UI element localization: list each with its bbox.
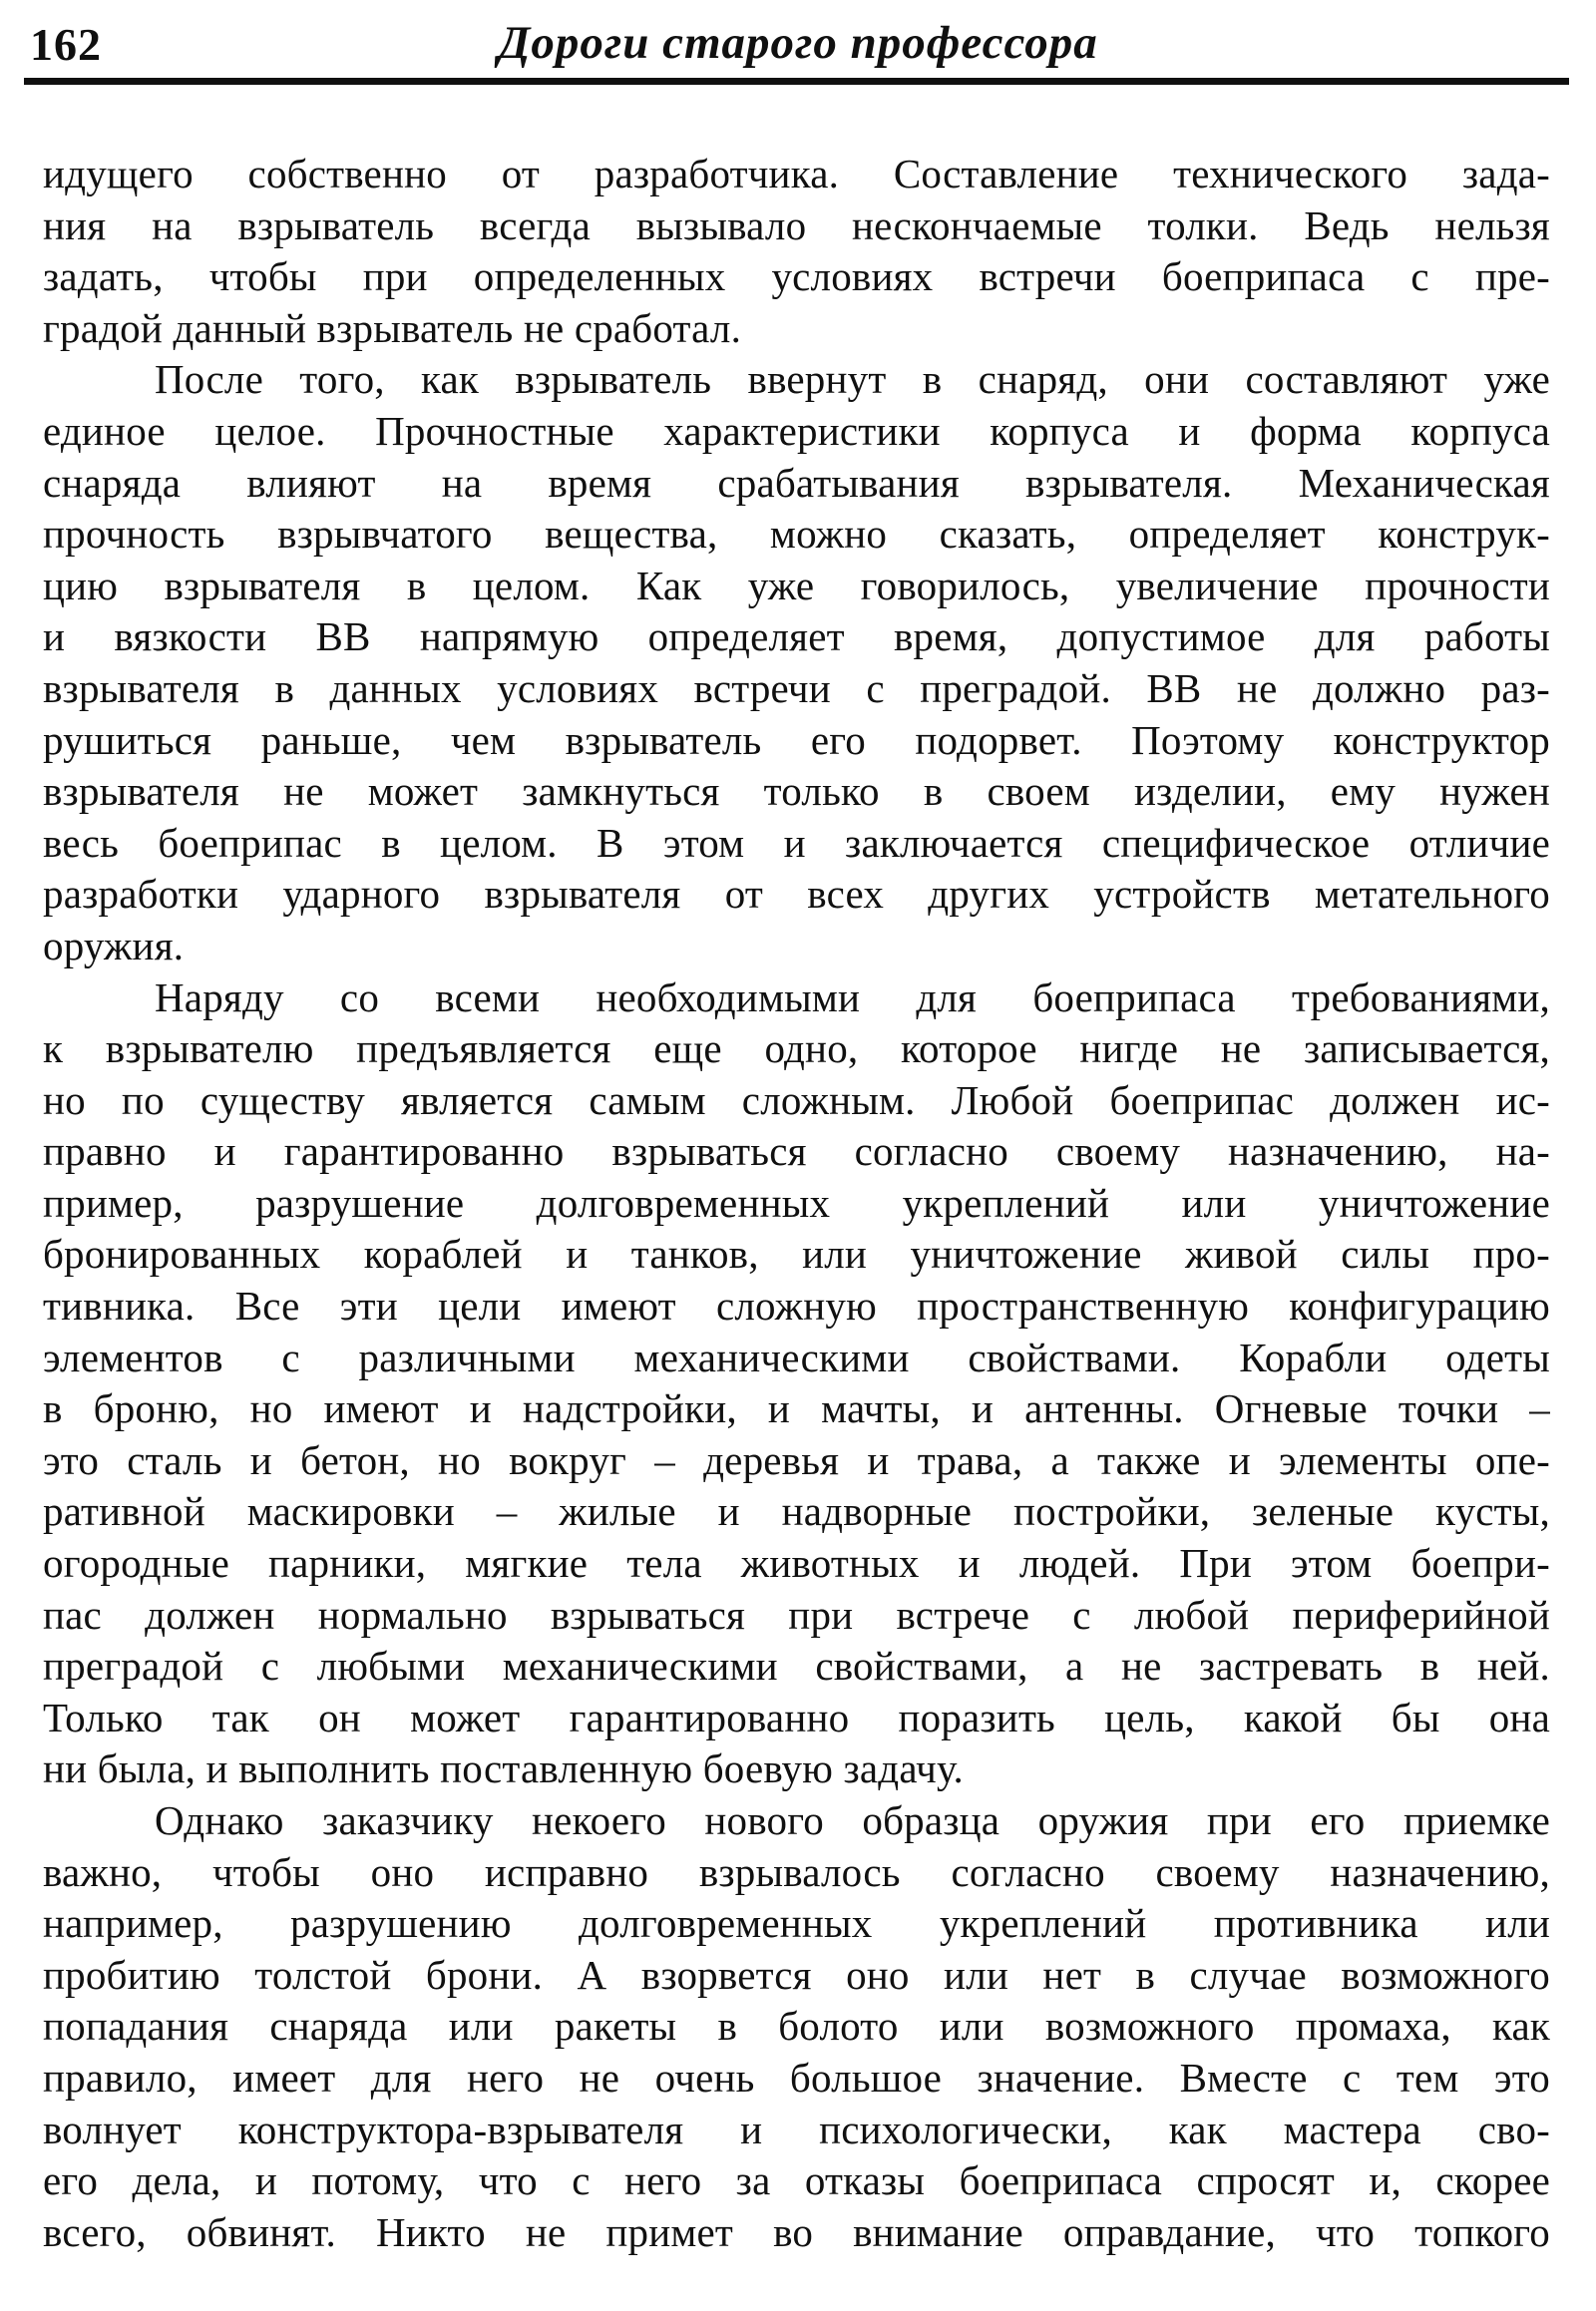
text-line: важно, чтобы оно исправно взрывалось согласно своему назначению, — [43, 1848, 1550, 1895]
text-line: весь боеприпас в целом. В этом и заключается специфическое отличие — [43, 819, 1550, 866]
text-line: и вязкости ВВ напрямую определяет время, допустимое для работы — [43, 613, 1550, 660]
text-line: бронированных кораблей и танков, или уничтожение живой силы про- — [43, 1231, 1550, 1278]
text-line: огородные парники, мягкие тела животных и людей. При этом боепри- — [43, 1540, 1550, 1587]
text-line: но по существу является самым сложным. Любой боеприпас должен ис- — [43, 1076, 1550, 1123]
page-number: 162 — [30, 19, 102, 70]
page-header — [0, 0, 1596, 90]
body-text — [43, 149, 1550, 2258]
text-line: Однако заказчику некоего нового образца оружия при его приемке — [155, 1797, 1550, 1843]
text-line: к взрывателю предъявляется еще одно, которое нигде не записывается, — [43, 1025, 1550, 1072]
text-line: Наряду со всеми необходимыми для боеприпаса требованиями, — [155, 973, 1550, 1020]
text-line: ния на взрыватель всегда вызывало нескончаемые толки. Ведь нельзя — [43, 201, 1550, 248]
text-line: взрывателя не может замкнуться только в своем изделии, ему нужен — [43, 768, 1550, 815]
text-line: оружия. — [43, 922, 185, 968]
text-line: например, разрушению долговременных укреплений противника или — [43, 1900, 1550, 1947]
text-line: цию взрывателя в целом. Как уже говорилось, увеличение прочности — [43, 562, 1550, 608]
text-line: всего, обвинят. Никто не примет во внимание оправдание, что топкого — [43, 2208, 1550, 2255]
text-line: прочность взрывчатого вещества, можно сказать, определяет конструк- — [43, 511, 1550, 558]
text-line: пример, разрушение долговременных укреплений или уничтожение — [43, 1179, 1550, 1226]
text-line: рушиться раньше, чем взрыватель его подорвет. Поэтому конструктор — [43, 716, 1550, 763]
text-line: снаряда влияют на время срабатывания взрывателя. Механическая — [43, 459, 1550, 506]
text-line: его дела, и потому, что с него за отказы боеприпаса спросят и, скорее — [43, 2157, 1550, 2204]
text-line: пробитию толстой брони. А взорвется оно или нет в случае возможного — [43, 1951, 1550, 1998]
text-line: градой данный взрыватель не сработал. — [43, 304, 742, 351]
text-line: тивника. Все эти цели имеют сложную пространственную конфигурацию — [43, 1283, 1550, 1330]
text-line: это сталь и бетон, но вокруг – деревья и трава, а также и элементы опе- — [43, 1436, 1550, 1483]
text-line: правно и гарантированно взрываться согласно своему назначению, на- — [43, 1128, 1550, 1175]
text-line: ни была, и выполнить поставленную боевую задачу. — [43, 1745, 964, 1792]
text-line: Только так он может гарантированно поразить цель, какой бы она — [43, 1694, 1550, 1740]
text-line: взрывателя в данных условиях встречи с преградой. ВВ не должно раз- — [43, 664, 1550, 711]
text-line: ративной маскировки – жилые и надворные постройки, зеленые кусты, — [43, 1488, 1550, 1535]
text-line: правило, имеет для него не очень большое значение. Вместе с тем это — [43, 2054, 1550, 2101]
text-line: После того, как взрыватель ввернут в снаряд, они составляют уже — [155, 356, 1550, 403]
text-line: идущего собственно от разработчика. Составление технического зада- — [43, 151, 1550, 196]
text-line: волнует конструктора-взрывателя и психологически, как мастера сво- — [43, 2106, 1550, 2152]
text-line: разработки ударного взрывателя от всех других устройств метательного — [43, 871, 1550, 918]
text-line: в броню, но имеют и надстройки, и мачты, и антенны. Огневые точки – — [43, 1385, 1550, 1432]
text-line: пас должен нормально взрываться при встрече с любой периферийной — [43, 1591, 1550, 1638]
text-line: попадания снаряда или ракеты в болото или возможного промаха, как — [43, 2003, 1550, 2050]
running-title: Дороги старого профессора — [498, 17, 1098, 69]
header-rule — [24, 78, 1569, 85]
text-line: единое целое. Прочностные характеристики корпуса и форма корпуса — [43, 407, 1550, 454]
text-line: преградой с любыми механическими свойствами, а не застревать в ней. — [43, 1643, 1550, 1690]
text-line: элементов с различными механическими свойствами. Корабли одеты — [43, 1334, 1550, 1380]
text-line: задать, чтобы при определенных условиях встречи боеприпаса с пре- — [43, 253, 1550, 300]
